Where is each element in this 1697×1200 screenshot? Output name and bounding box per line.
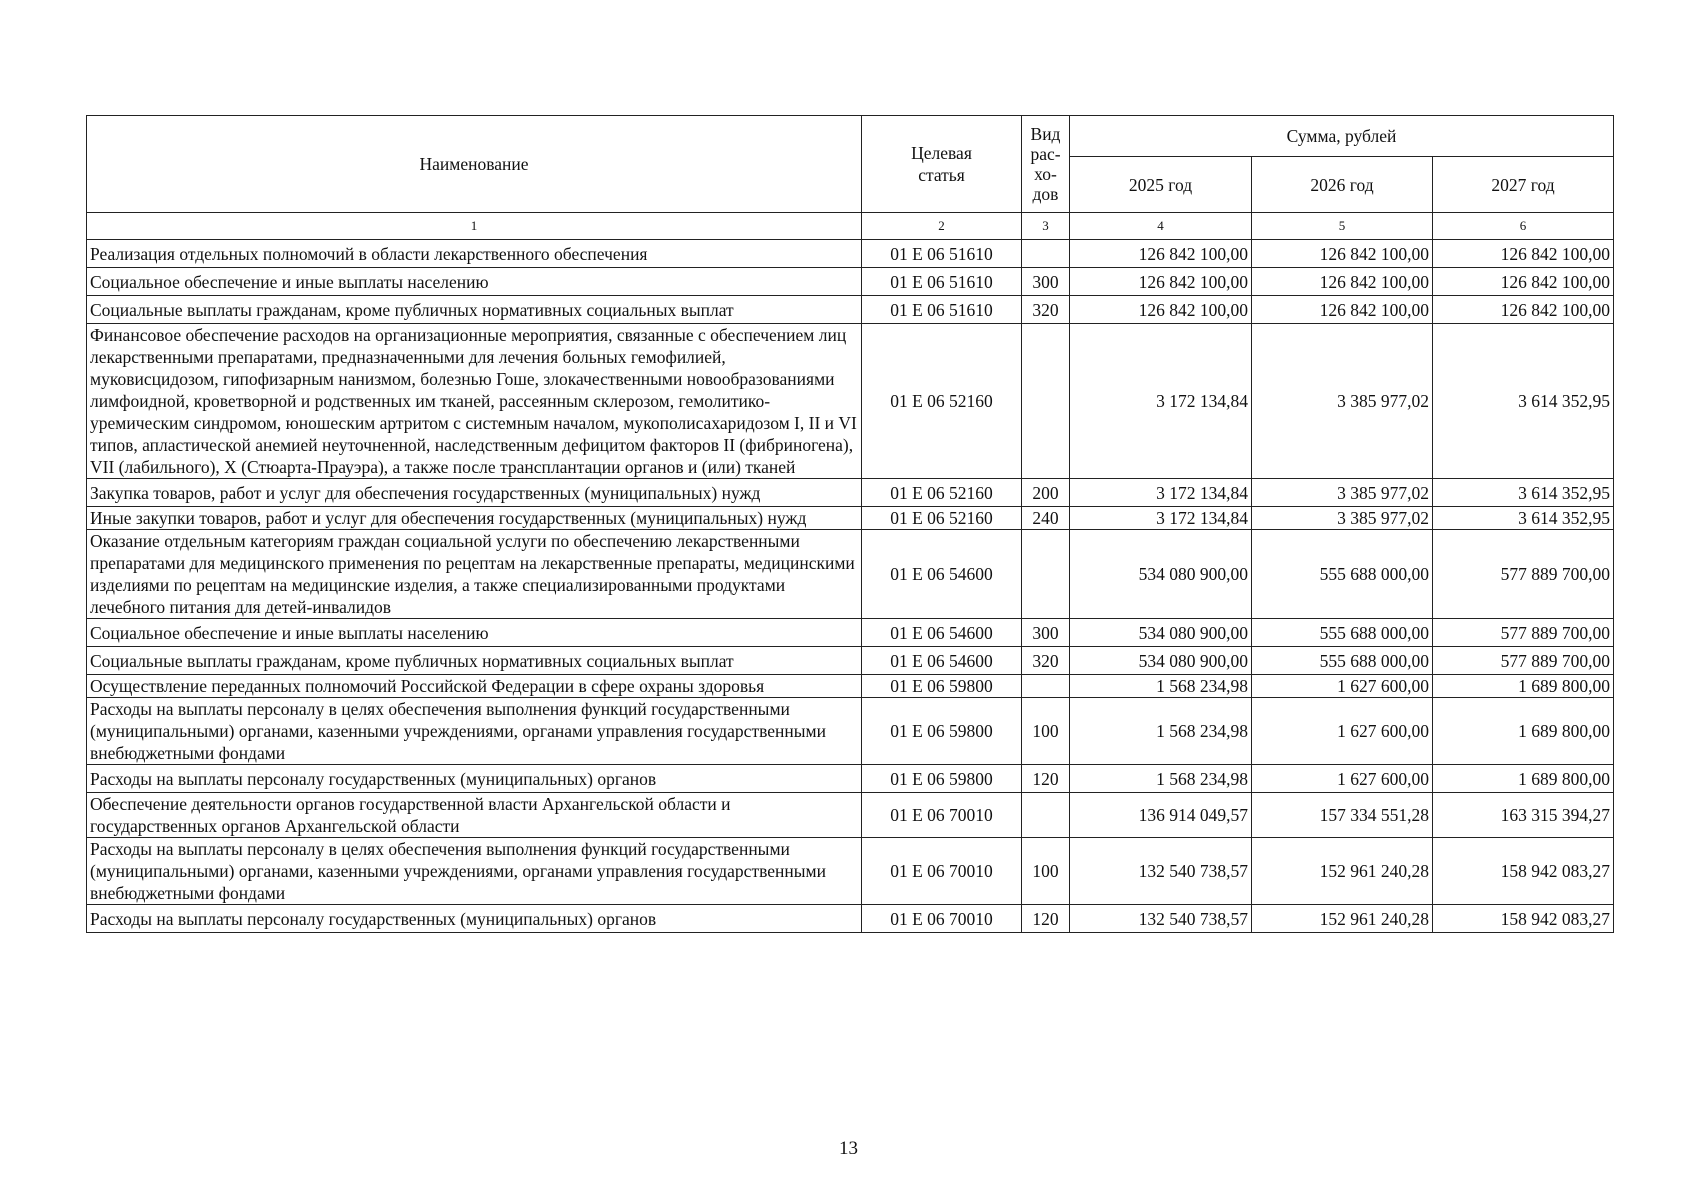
row-code: 01 Е 06 59800 <box>862 765 1022 793</box>
row-amount-2026: 152 961 240,28 <box>1252 905 1433 933</box>
row-amount-2027: 3 614 352,95 <box>1433 479 1614 507</box>
row-amount-2026: 157 334 551,28 <box>1252 793 1433 838</box>
row-name: Оказание отдельным категориям граждан социальной услуги по обеспечению лекарственными препаратами для медицинского применения по рецептам на лекарственные препараты, медицинскими изделиями по рецептам на медицинские изделия, а также специализированными продуктами лечебного питания для детей-инвалидов <box>87 530 862 619</box>
header-year-2026: 2026 год <box>1252 157 1433 213</box>
row-amount-2027: 126 842 100,00 <box>1433 296 1614 324</box>
row-kind <box>1022 530 1070 619</box>
row-code: 01 Е 06 52160 <box>862 479 1022 507</box>
row-amount-2025: 3 172 134,84 <box>1070 479 1252 507</box>
row-amount-2027: 126 842 100,00 <box>1433 268 1614 296</box>
header-kind <box>1022 116 1070 213</box>
header-year-2027: 2027 год <box>1433 157 1614 213</box>
table-row <box>87 507 1614 530</box>
column-number-row <box>87 213 1614 240</box>
row-amount-2026: 3 385 977,02 <box>1252 479 1433 507</box>
row-amount-2027: 3 614 352,95 <box>1433 507 1614 530</box>
column-number: 1 <box>87 213 862 240</box>
row-name: Расходы на выплаты персоналу государственных (муниципальных) органов <box>87 765 862 793</box>
row-code: 01 Е 06 54600 <box>862 647 1022 675</box>
row-kind <box>1022 793 1070 838</box>
row-amount-2027: 1 689 800,00 <box>1433 765 1614 793</box>
header-code-label: Целевая статья <box>911 143 972 185</box>
row-amount-2025: 132 540 738,57 <box>1070 905 1252 933</box>
header-name: Наименование <box>87 116 862 213</box>
row-kind: 320 <box>1022 647 1070 675</box>
column-number: 3 <box>1022 213 1070 240</box>
table-row <box>87 619 1614 647</box>
row-amount-2026: 1 627 600,00 <box>1252 698 1433 765</box>
row-kind <box>1022 324 1070 479</box>
row-kind: 240 <box>1022 507 1070 530</box>
row-name: Социальные выплаты гражданам, кроме публичных нормативных социальных выплат <box>87 647 862 675</box>
row-name: Расходы на выплаты персоналу в целях обеспечения выполнения функций государственными (муниципальными) органами, казенными учреждениями, органами управления государственными внебюджетными фондами <box>87 838 862 905</box>
row-amount-2025: 534 080 900,00 <box>1070 619 1252 647</box>
row-amount-2025: 136 914 049,57 <box>1070 793 1252 838</box>
row-name: Иные закупки товаров, работ и услуг для обеспечения государственных (муниципальных) нужд <box>87 507 862 530</box>
row-amount-2026: 126 842 100,00 <box>1252 268 1433 296</box>
table-row <box>87 838 1614 905</box>
row-code: 01 Е 06 51610 <box>862 296 1022 324</box>
row-amount-2026: 555 688 000,00 <box>1252 619 1433 647</box>
row-kind: 300 <box>1022 268 1070 296</box>
row-amount-2027: 1 689 800,00 <box>1433 675 1614 698</box>
column-number: 2 <box>862 213 1022 240</box>
row-amount-2027: 126 842 100,00 <box>1433 240 1614 268</box>
table-row <box>87 698 1614 765</box>
row-name: Социальные выплаты гражданам, кроме публичных нормативных социальных выплат <box>87 296 862 324</box>
row-amount-2026: 1 627 600,00 <box>1252 675 1433 698</box>
row-code: 01 Е 06 52160 <box>862 324 1022 479</box>
row-amount-2026: 3 385 977,02 <box>1252 324 1433 479</box>
row-amount-2026: 126 842 100,00 <box>1252 240 1433 268</box>
row-amount-2026: 126 842 100,00 <box>1252 296 1433 324</box>
table-row <box>87 268 1614 296</box>
row-amount-2025: 534 080 900,00 <box>1070 647 1252 675</box>
row-code: 01 Е 06 70010 <box>862 793 1022 838</box>
table-row <box>87 905 1614 933</box>
row-amount-2027: 1 689 800,00 <box>1433 698 1614 765</box>
row-code: 01 Е 06 51610 <box>862 240 1022 268</box>
table-row <box>87 530 1614 619</box>
row-name: Осуществление переданных полномочий Российской Федерации в сфере охраны здоровья <box>87 675 862 698</box>
row-name: Социальное обеспечение и иные выплаты населению <box>87 268 862 296</box>
table-row <box>87 324 1614 479</box>
column-number: 6 <box>1433 213 1614 240</box>
row-name: Закупка товаров, работ и услуг для обеспечения государственных (муниципальных) нужд <box>87 479 862 507</box>
table-row <box>87 296 1614 324</box>
row-amount-2025: 1 568 234,98 <box>1070 765 1252 793</box>
row-kind: 100 <box>1022 698 1070 765</box>
row-amount-2027: 158 942 083,27 <box>1433 905 1614 933</box>
row-amount-2025: 126 842 100,00 <box>1070 268 1252 296</box>
row-amount-2025: 3 172 134,84 <box>1070 507 1252 530</box>
row-code: 01 Е 06 51610 <box>862 268 1022 296</box>
table-row <box>87 479 1614 507</box>
page-number: 13 <box>839 1138 858 1159</box>
row-name: Финансовое обеспечение расходов на организационные мероприятия, связанные с обеспечением лиц лекарственными препаратами, предназначенными для лечения больных гемофилией, муковисцидозом, гипофизарным нанизмом, болезнью Гоше, злокачественными новообразованиями лимфоидной, кроветворной и родственных им тканей, рассеянным склерозом, гемолитико-уремическим синдромом, юношеским артритом с системным началом, мукополисахаридозом I, II и VI типов, апластической анемией неуточненной, наследственным дефицитом факторов II (фибриногена), VII (лабильного), X (Стюарта-Прауэра), а также после трансплантации органов и (или) тканей <box>87 324 862 479</box>
row-kind: 320 <box>1022 296 1070 324</box>
table-row <box>87 647 1614 675</box>
row-code: 01 Е 06 54600 <box>862 619 1022 647</box>
row-code: 01 Е 06 70010 <box>862 905 1022 933</box>
header-sum: Сумма, рублей <box>1070 116 1614 157</box>
row-code: 01 Е 06 59800 <box>862 698 1022 765</box>
table-row <box>87 675 1614 698</box>
column-number: 4 <box>1070 213 1252 240</box>
row-amount-2026: 3 385 977,02 <box>1252 507 1433 530</box>
header-kind-label: Вид рас-хо-дов <box>1030 123 1061 204</box>
row-amount-2026: 555 688 000,00 <box>1252 530 1433 619</box>
table-row <box>87 240 1614 268</box>
row-amount-2025: 1 568 234,98 <box>1070 675 1252 698</box>
row-name: Обеспечение деятельности органов государственной власти Архангельской области и государственных органов Архангельской области <box>87 793 862 838</box>
table-row <box>87 765 1614 793</box>
row-amount-2027: 577 889 700,00 <box>1433 530 1614 619</box>
table-row <box>87 793 1614 838</box>
row-amount-2025: 3 172 134,84 <box>1070 324 1252 479</box>
row-amount-2025: 132 540 738,57 <box>1070 838 1252 905</box>
row-amount-2027: 577 889 700,00 <box>1433 647 1614 675</box>
row-code: 01 Е 06 54600 <box>862 530 1022 619</box>
row-name: Реализация отдельных полномочий в области лекарственного обеспечения <box>87 240 862 268</box>
row-code: 01 Е 06 52160 <box>862 507 1022 530</box>
header-code <box>862 116 1022 213</box>
column-number: 5 <box>1252 213 1433 240</box>
row-amount-2026: 152 961 240,28 <box>1252 838 1433 905</box>
row-amount-2027: 577 889 700,00 <box>1433 619 1614 647</box>
row-amount-2025: 534 080 900,00 <box>1070 530 1252 619</box>
row-amount-2026: 1 627 600,00 <box>1252 765 1433 793</box>
header-year-2025: 2025 год <box>1070 157 1252 213</box>
row-kind: 120 <box>1022 765 1070 793</box>
row-code: 01 Е 06 59800 <box>862 675 1022 698</box>
row-amount-2027: 158 942 083,27 <box>1433 838 1614 905</box>
row-kind: 300 <box>1022 619 1070 647</box>
row-name: Расходы на выплаты персоналу государственных (муниципальных) органов <box>87 905 862 933</box>
row-kind <box>1022 675 1070 698</box>
row-amount-2025: 1 568 234,98 <box>1070 698 1252 765</box>
row-amount-2025: 126 842 100,00 <box>1070 240 1252 268</box>
row-amount-2027: 163 315 394,27 <box>1433 793 1614 838</box>
row-kind: 100 <box>1022 838 1070 905</box>
row-kind: 200 <box>1022 479 1070 507</box>
row-name: Социальное обеспечение и иные выплаты населению <box>87 619 862 647</box>
row-name: Расходы на выплаты персоналу в целях обеспечения выполнения функций государственными (муниципальными) органами, казенными учреждениями, органами управления государственными внебюджетными фондами <box>87 698 862 765</box>
row-amount-2025: 126 842 100,00 <box>1070 296 1252 324</box>
row-code: 01 Е 06 70010 <box>862 838 1022 905</box>
row-kind <box>1022 240 1070 268</box>
row-kind: 120 <box>1022 905 1070 933</box>
row-amount-2026: 555 688 000,00 <box>1252 647 1433 675</box>
budget-table <box>86 115 1614 933</box>
row-amount-2027: 3 614 352,95 <box>1433 324 1614 479</box>
